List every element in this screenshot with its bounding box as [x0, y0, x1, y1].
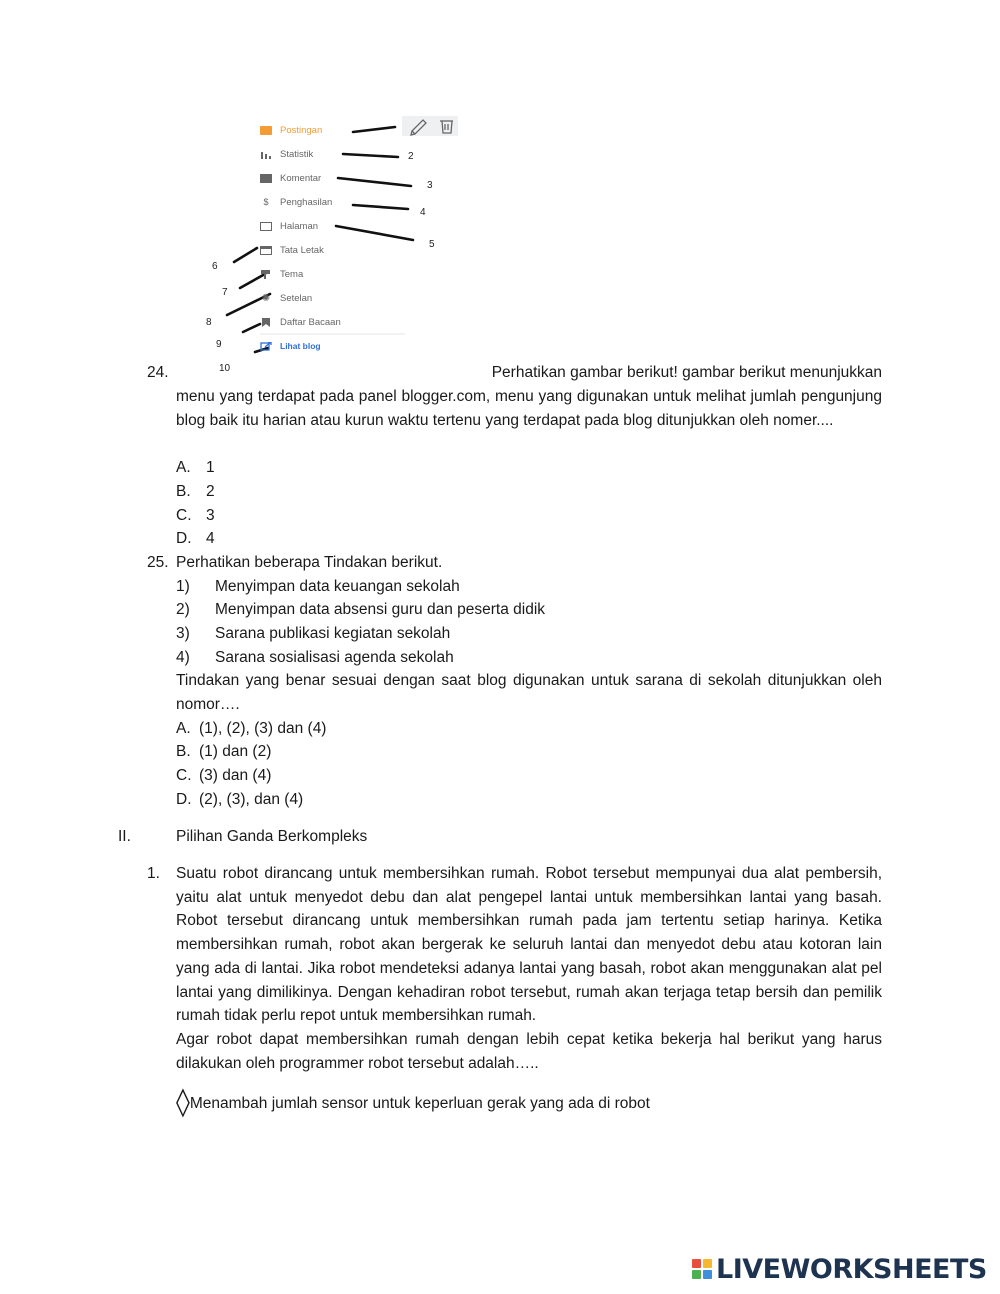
- gear-icon: ✺: [261, 292, 271, 304]
- pointer-line-6: [234, 248, 257, 262]
- q24-option-a[interactable]: A. 1: [176, 459, 215, 476]
- menu-item-halaman[interactable]: Halaman: [260, 221, 318, 232]
- q25-item-4: 4) Sarana sosialisasi agenda sekolah: [176, 649, 454, 666]
- bookmark-icon: [260, 318, 272, 327]
- q25-option-c[interactable]: C. (3) dan (4): [176, 767, 272, 784]
- menu-item-statistik[interactable]: Statistik: [260, 149, 313, 160]
- q25-stem: Perhatikan beberapa Tindakan berikut.: [176, 554, 443, 571]
- pointer-number-4: 4: [420, 207, 426, 218]
- q24-option-d[interactable]: D. 4: [176, 530, 215, 547]
- s2q1-choice-1[interactable]: ◊Menambah jumlah sensor untuk keperluan gerak yang ada di robot: [176, 1085, 650, 1118]
- section-title: Pilihan Ganda Berkompleks: [176, 828, 368, 845]
- dollar-icon: $: [263, 196, 269, 207]
- menu-item-tema[interactable]: Tema: [260, 269, 303, 280]
- pointer-number-6: 6: [212, 261, 218, 272]
- paint-roller-icon: [260, 270, 272, 279]
- q25-item-3: 3) Sarana publikasi kegiatan sekolah: [176, 625, 451, 642]
- q24-option-b[interactable]: B. 2: [176, 483, 215, 500]
- menu-item-komentar[interactable]: Komentar: [260, 173, 321, 184]
- q24-option-c[interactable]: C. 3: [176, 507, 215, 524]
- menu-item-postingan[interactable]: Postingan: [260, 125, 322, 136]
- pointer-number-8: 8: [206, 317, 212, 328]
- pointer-number-5: 5: [429, 239, 435, 250]
- q25-item-2: 2) Menyimpan data absensi guru dan peserta didik: [176, 601, 546, 618]
- q25-option-d[interactable]: D. (2), (3), dan (4): [176, 791, 304, 808]
- pointer-number-10: 10: [219, 363, 231, 374]
- menu-item-tata-letak[interactable]: Tata Letak: [260, 245, 324, 256]
- diamond-marker-icon[interactable]: ◊: [176, 1085, 190, 1118]
- section-numeral: II.: [118, 828, 131, 845]
- q25-number: 25.: [147, 554, 169, 571]
- bar-chart-icon: [260, 150, 272, 159]
- s2q1-paragraph-1: Suatu robot dirancang untuk membersihkan rumah. Robot tersebut mempunyai dua alat pembersih, yaitu alat untuk menyedot debu dan alat pengepel lantai untuk membersihkan lantai yang basah. Robot tersebut dirancang untuk membersihkan rumah pada jam tertentu setiap harinya. Ketika membersihkan rumah, robot akan bergerak ke seluruh lantai dan menyedot debu atau kotoran lain yang ada di lantai. Jika robot mendeteksi adanya lantai yang basah, robot akan menggunakan alat pel lantai yang dimilikinya. Dengan kehadiran robot tersebut, rumah akan terjaga tetap bersih dan pemilik rumah tidak perlu repot untuk membersihkan rumah.: [176, 865, 882, 1025]
- post-icon: [260, 126, 272, 135]
- logo-mark-icon: [692, 1259, 712, 1279]
- pages-icon: [260, 222, 272, 231]
- pointer-number-9: 9: [216, 339, 222, 350]
- menu-item-setelan[interactable]: ✺ Setelan: [261, 292, 313, 304]
- q24-lead: Perhatikan gambar berikut! gambar berikut menunjukkan: [491, 364, 882, 381]
- pointer-line-3: [338, 178, 411, 186]
- menu-item-daftar-bacaan[interactable]: Daftar Bacaan: [260, 317, 341, 328]
- q25-question: Tindakan yang benar sesuai dengan saat blog digunakan untuk sarana di sekolah ditunjukkan oleh nomor….: [176, 672, 882, 713]
- q24-body: menu yang terdapat pada panel blogger.com, menu yang digunakan untuk melihat jumlah pengunjung blog baik itu harian atau kurun waktu tertenu yang terdapat pada blog ditunjukkan oleh nomer....: [176, 388, 882, 429]
- pointer-number-2: 2: [408, 151, 414, 162]
- s2q1-paragraph-2: Agar robot dapat membersihkan rumah dengan lebih cepat ketika bekerja hal berikut yang harus dilakukan oleh programmer robot tersebut adalah…..: [176, 1031, 882, 1072]
- pointer-line-5: [336, 226, 413, 240]
- pointer-line-4: [353, 205, 408, 209]
- s2q1-number: 1.: [147, 865, 160, 882]
- blogger-menu-figure: [200, 112, 470, 380]
- pointer-number-3: 3: [427, 180, 433, 191]
- pointer-line-1: [353, 127, 395, 132]
- logo-text: LIVEWORKSHEETS: [716, 1253, 987, 1285]
- q25-option-a[interactable]: A. (1), (2), (3) dan (4): [176, 720, 327, 737]
- q25-item-1: 1) Menyimpan data keuangan sekolah: [176, 578, 460, 595]
- q24-number: 24.: [147, 364, 169, 381]
- menu-item-lihat-blog[interactable]: Lihat blog: [260, 341, 321, 351]
- pointer-line-9: [243, 324, 260, 332]
- pointer-number-7: 7: [222, 287, 228, 298]
- q25-option-b[interactable]: B. (1) dan (2): [176, 743, 272, 760]
- comment-icon: [260, 174, 272, 183]
- liveworksheets-logo: [692, 1253, 987, 1285]
- menu-item-penghasilan[interactable]: $ Penghasilan: [260, 197, 332, 208]
- layout-icon: [260, 246, 272, 255]
- pointer-line-2: [343, 154, 398, 157]
- external-link-icon: [260, 342, 272, 351]
